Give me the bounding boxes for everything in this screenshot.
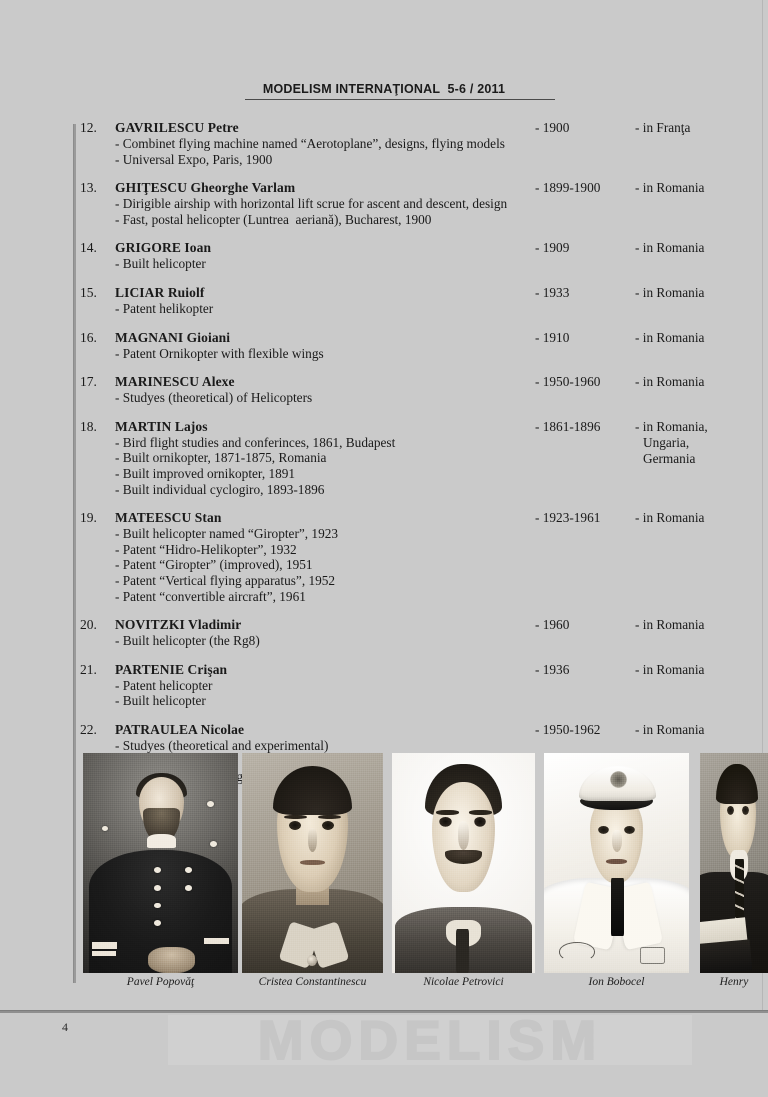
entry-detail-line: - Built helicopter named “Giropter”, 1923 [115,526,339,542]
inventor-entry [80,419,740,497]
entry-detail-line: - Patent Ornikopter with flexible wings [115,345,324,361]
entry-number: 22. [80,721,97,737]
entry-body [115,374,535,406]
entry-detail-line: - Built individual cyclogiro, 1893-1896 [115,481,325,497]
entry-country-line: - in Romania [635,510,705,526]
entry-country-line: - in Franţa [635,120,691,135]
entry-number: 17. [80,374,97,390]
entry-years: - 1900 [535,120,570,135]
photo-caption-row [83,975,768,993]
entry-body [115,120,535,167]
portrait-photo [700,753,768,973]
header-magazine-name: MODELISM INTERNAŢIONAL [262,82,441,96]
photo-caption: Cristea Constantinescu [258,976,367,988]
entry-person-name: LICIAR Ruiolf [115,284,205,300]
entry-number: 12. [80,120,97,135]
entry-person-name: GAVRILESCU Petre [115,120,239,135]
entry-number: 20. [80,617,97,633]
entry-detail-line: - Patent “Vertical flying apparatus”, 1952 [115,572,336,588]
header-title [263,82,505,96]
photo-caption: Ion Bobocel [588,976,645,988]
portrait-photo [392,753,535,973]
inventor-entry [80,617,740,649]
header-issue: 5-6 / 2011 [447,82,506,96]
entry-country [635,617,704,633]
entry-country-line: - in Romania [635,240,705,256]
entry-number: 13. [80,180,97,196]
inventor-entry [80,180,740,227]
entry-detail-line: - Built helicopter [115,693,206,709]
entry-country-line: - in Romania [635,721,705,737]
entry-person-name: PATRAULEA Nicolae [115,721,245,737]
entry-detail-line: - Built ornikopter, 1871-1875, Romania [115,450,327,466]
entry-country [635,722,704,738]
entry-detail-line: - Built helicopter (the Rg8) [115,633,260,649]
entry-number: 15. [80,284,97,300]
inventor-entry [80,240,740,272]
entry-body [115,240,535,272]
entry-detail-line: - Fast, postal helicopter (Luntrea aeriană), Bucharest, 1900 [115,211,432,227]
photo-caption: Henry [719,976,749,988]
entry-detail-line: - Patent “Hidro-Helikopter”, 1932 [115,541,297,557]
entry-detail-line: - Patent helicopter [115,677,213,693]
entry-country [635,374,704,390]
entry-country [635,330,704,346]
entry-detail-line: - Patent helikopter [115,300,214,316]
left-column-rule [73,124,76,983]
entry-body [115,419,535,497]
entry-number: 21. [80,661,97,677]
entry-detail-line: - Universal Expo, Paris, 1900 [115,151,273,167]
portrait-photo-strip [83,753,768,973]
entry-country [635,285,704,301]
portrait-photo [242,753,383,973]
entry-years: - 1861-1896 [535,418,601,434]
entry-country-line: - in Romania [635,617,705,633]
entry-years: - 1923-1961 [535,510,601,526]
entry-country-line: - in Romania [635,284,705,300]
entry-years: - 1910 [535,329,570,345]
inventor-entry [80,285,740,317]
entry-detail-line: - Bird flight studies and conferinces, 1861, Budapest [115,434,396,450]
inventor-entry [80,662,740,709]
entry-body [115,330,535,362]
entry-country [635,240,704,256]
entry-country-line: - in Romania [635,329,705,345]
entry-years: - 1950-1960 [535,374,601,390]
entry-body [115,662,535,709]
entry-years: - 1950-1962 [535,721,601,737]
entry-country-line: Ungaria, [643,434,690,450]
entry-detail-line: - Studyes (theoretical) of Helicopters [115,390,313,406]
entry-country [635,419,708,467]
page-header [0,80,768,98]
entry-country-line: - in Romania [635,374,705,390]
portrait-photo [544,753,689,973]
entry-detail-line: - Dirigible airship with horizontal lift scrue for ascent and descent, design [115,196,508,212]
entry-country [635,662,704,678]
entry-country [635,120,690,136]
modelism-watermark: MODELISM [257,1009,603,1071]
page-number: 4 [62,1020,68,1034]
entry-number: 16. [80,329,97,345]
entry-country-line: - in Romania [635,180,705,196]
entry-person-name: PARTENIE Crişan [115,661,228,677]
inventor-entry [80,510,740,604]
entry-years: - 1909 [535,240,570,256]
entry-detail-line: - Patent “Giropter” (improved), 1951 [115,557,313,573]
entry-country-line: - in Romania, [635,418,708,434]
inventor-entry [80,120,740,167]
entry-country [635,510,704,526]
entry-body [115,617,535,649]
inventor-entry-list [80,120,740,798]
entry-detail-line: - Patent “convertible aircraft”, 1961 [115,588,306,604]
entry-detail-line: - Built improved ornikopter, 1891 [115,465,296,481]
portrait-photo [83,753,238,973]
entry-years: - 1899-1900 [535,180,601,196]
entry-detail-line: - Studyes (theoretical and experimental) [115,737,329,753]
entry-years: - 1933 [535,284,570,300]
entry-years: - 1960 [535,617,570,633]
entry-person-name: NOVITZKI Vladimir [115,617,242,633]
photo-caption: Pavel Popovăţ [126,976,195,988]
entry-person-name: MAGNANI Gioiani [115,329,231,345]
entry-country [635,180,704,196]
entry-years: - 1936 [535,661,570,677]
entry-person-name: MARINESCU Alexe [115,374,235,390]
inventor-entry [80,330,740,362]
entry-person-name: MARTIN Lajos [115,418,208,434]
entry-detail-line: - Built helicopter [115,256,206,272]
entry-body [115,285,535,317]
entry-person-name: MATEESCU Stan [115,510,222,526]
entry-number: 14. [80,240,97,256]
entry-body [115,180,535,227]
entry-country-line: - in Romania [635,661,705,677]
entry-number: 18. [80,418,97,434]
entry-body [115,510,535,604]
entry-person-name: GRIGORE Ioan [115,240,212,256]
entry-country-line: Germania [643,450,696,466]
entry-number: 19. [80,510,97,526]
entry-detail-line: - Combinet flying machine named “Aerotoplane”, designs, flying models [115,136,505,151]
header-rule [245,99,555,100]
entry-person-name: GHIŢESCU Gheorghe Varlam [115,180,296,196]
photo-caption: Nicolae Petrovici [423,976,504,988]
inventor-entry [80,374,740,406]
